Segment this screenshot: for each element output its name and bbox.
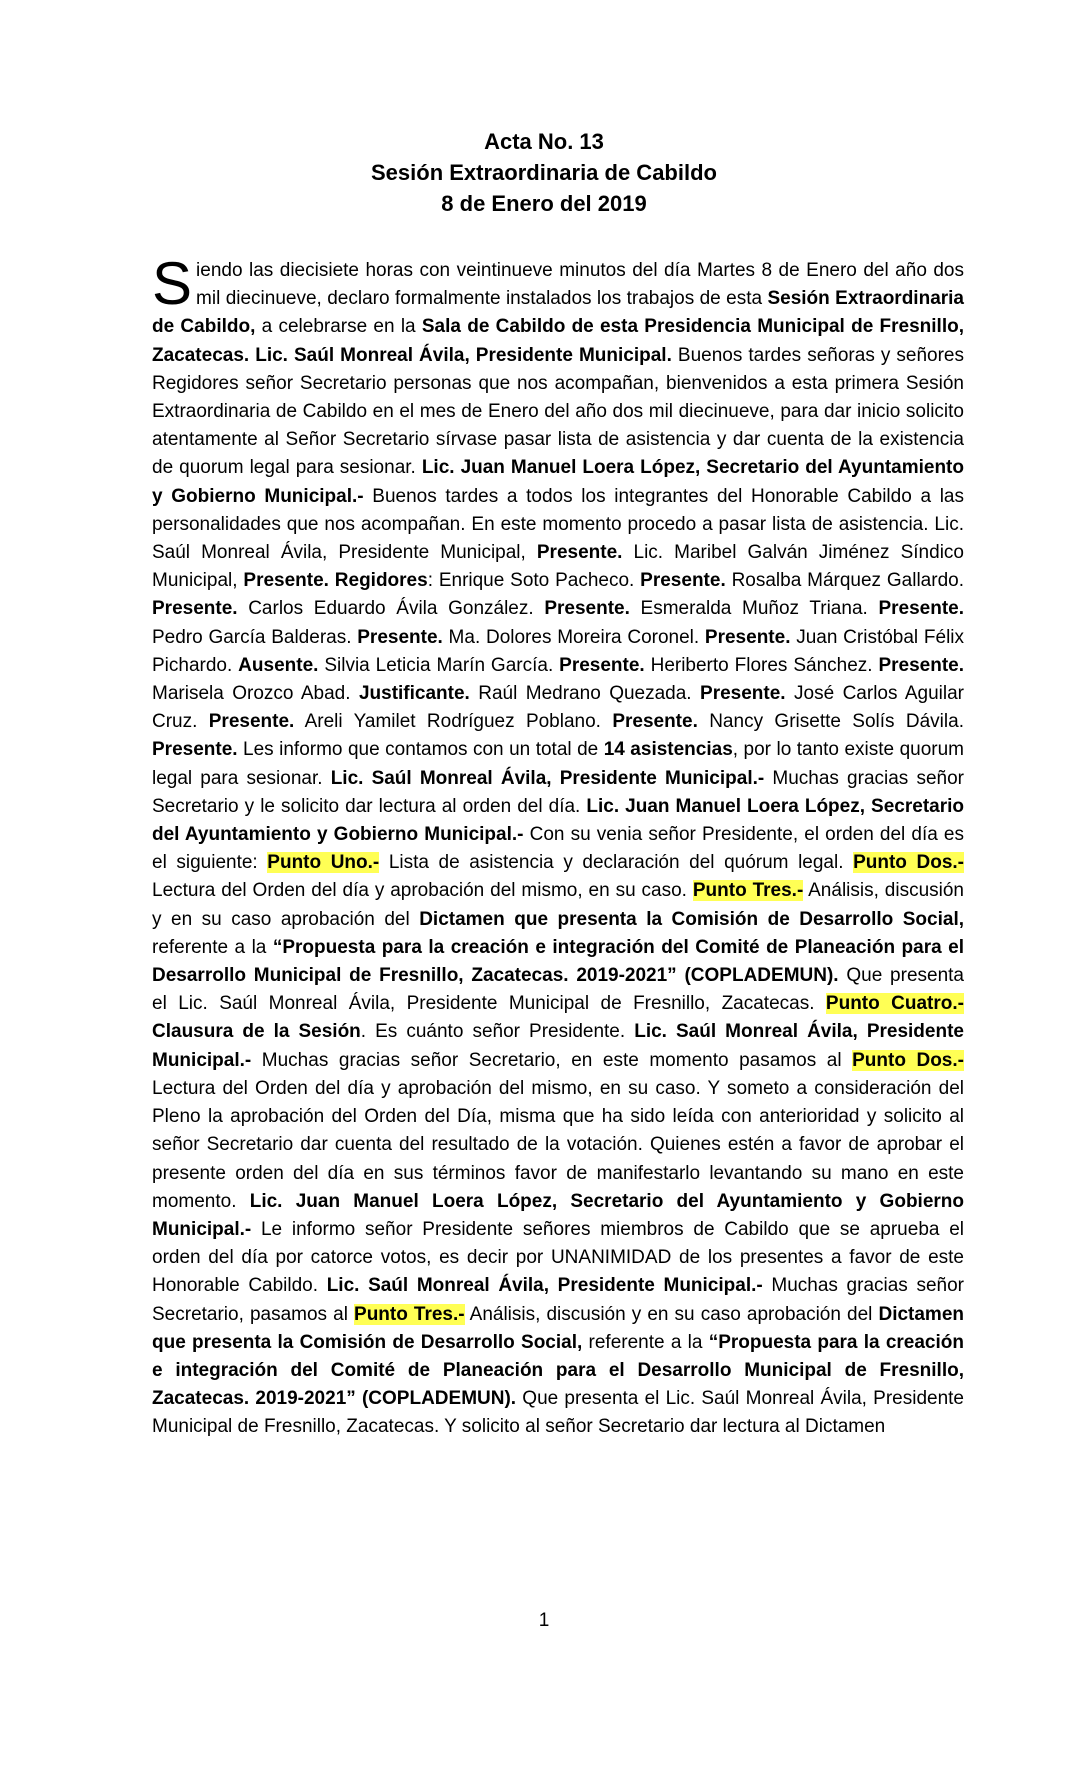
text-run: Areli Yamilet Rodríguez Poblano. [294,711,613,733]
text-run: Buenos tardes a todos los integrantes del Honorable Cabildo a las personalidades que nos acompañan. En este momento procedo a pasar lista de asistencia. Lic. Saúl Monreal Ávila, Presidente Municipal, [152,485,964,564]
session-type-title: Sesión Extraordinaria de Cabildo [371,160,717,185]
bold-text-run: Dictamen que presenta la Comisión de Desarrollo Social, [152,1303,964,1353]
text-run: Ma. Dolores Moreira Coronel. [442,626,705,648]
text-run: Heriberto Flores Sánchez. [644,654,879,676]
text-run: Rosalba Márquez Gallardo. [725,570,964,592]
bold-text-run: Lic. Juan Manuel Loera López, Secretario del Ayuntamiento y Gobierno Municipal.- [152,457,964,507]
bold-text-run: 14 asistencias [603,739,733,761]
text-run: Silvia Leticia Marín García. [318,654,560,676]
text-run: referente a la [152,936,273,958]
text-run: . Es cuánto señor Presidente. [360,1021,635,1043]
act-number-title: Acta No. 13 [484,129,604,154]
bold-text-run: Ausente. [238,654,319,676]
agenda-point-label: Punto Cuatro.- [825,993,964,1015]
bold-text-run: Presente. [878,598,964,620]
bold-text-run: Lic. Saúl Monreal Ávila, Presidente Municipal.- [152,1021,964,1071]
agenda-point-label: Punto Tres.- [692,880,804,902]
text-run: referente a la [582,1331,709,1353]
bold-text-run: Lic. Juan Manuel Loera López, Secretario del Ayuntamiento y Gobierno Municipal.- [152,795,964,846]
text-run: Que presenta el Lic. Saúl Monreal Ávila, Presidente Municipal de Fresnillo, Zacatecas. Y solicito al señor Secretario dar lectura al Dictamen [152,1388,964,1438]
page-number: 1 [538,1610,550,1631]
text-run: Lectura del Orden del día y aprobación del mismo, en su caso. [152,880,693,902]
bold-text-run: Presente. [640,570,726,592]
text-run: Muchas gracias señor Secretario y le solicito dar lectura al orden del día. [152,767,964,817]
bold-text-run: Lic. Saúl Monreal Ávila, Presidente Municipal.- [326,1275,763,1297]
bold-text-run: Presente. [612,711,698,733]
text-run: Le informo señor Presidente señores miembros de Cabildo que se aprueba el orden del día por catorce votos, es decir por UNANIMIDAD de los presentes a favor de este Honorable Cabildo. [152,1218,964,1297]
text-run: Con su venia señor Presidente, el orden del día es el siguiente: [152,824,965,874]
text-run: : Enrique Soto Pacheco. [427,570,641,592]
bold-text-run: Presente. [544,598,630,620]
text-run: Lic. Maribel Galván Jiménez Síndico Municipal, [152,542,964,592]
text-run: Muchas gracias señor Secretario, pasamos al [152,1275,964,1325]
bold-text-run: Dictamen que presenta la Comisión de Desarrollo Social, [419,908,964,930]
bold-text-run: Presente. [152,739,238,761]
text-run: Raúl Medrano Quezada. [469,683,701,705]
bold-text-run: Presente. [536,542,623,564]
bold-text-run: Clausura de la Sesión [152,1021,361,1043]
bold-text-run: Presente. [152,598,238,620]
text-run: Que presenta el Lic. Saúl Monreal Ávila, Presidente Municipal de Fresnillo, Zacatecas. [152,965,964,1015]
text-run: Lista de asistencia y declaración del quórum legal. [379,852,854,874]
bold-text-run: Presente. [704,626,791,648]
agenda-point-label: Punto Uno.- [267,852,380,874]
text-run: Pedro García Balderas. [152,626,358,648]
text-run: iendo las diecisiete horas con veintinueve minutos del día Martes 8 de Enero del año dos mil diecinueve, declaro formalmente instalados los trabajos de esta [196,260,964,310]
bold-text-run: Presente. [559,654,645,676]
text-run: Buenos tardes señoras y señores Regidores señor Secretario personas que nos acompañan, bienvenidos a esta primera Sesión Extraordinaria de Cabildo en el mes de Enero del año dos mil diecinueve, para dar inicio solicito atentamente al Señor Secretario sírvase pasar lista de asistencia y dar cuenta de la existencia de quorum legal para sesionar. [152,344,964,479]
bold-text-run: Sala de Cabildo de esta Presidencia Municipal de Fresnillo, Zacatecas. Lic. Saúl Monreal Ávila, Presidente Municipal. [152,316,964,366]
bold-text-run: “Propuesta para la creación e integración del Comité de Planeación para el Desarrollo Municipal de Fresnillo, Zacatecas. 2019-2021” (COPLADEMUN). [152,1331,964,1410]
bold-text-run: Lic. Saúl Monreal Ávila, Presidente Municipal.- [330,767,765,789]
text-run: Nancy Grisette Solís Dávila. [697,711,964,733]
bold-text-run: Lic. Juan Manuel Loera López, Secretario del Ayuntamiento y Gobierno Municipal.- [152,1190,965,1240]
text-run: Juan Cristóbal Félix Pichardo. [152,626,965,676]
agenda-point-label: Punto Dos.- [852,1049,964,1071]
bold-text-run: Presente. Regidores [243,570,428,592]
text-run: Lectura del Orden del día y aprobación del mismo, en su caso. Y someto a consideración del Pleno la aprobación del Orden del Día, misma que ha sido leída con anterioridad y solicito al señor Secretario dar cuenta del resultado de la votación. Quienes estén a favor de aprobar el presente orden del día en sus términos favor de manifestarlo levantando su mano en este momento. [152,1077,964,1212]
agenda-point-label: Punto Dos.- [853,852,964,874]
bold-text-run: Sesión Extraordinaria de Cabildo, [152,288,964,338]
text-run: Esmeralda Muñoz Triana. [629,598,879,620]
text-run: Marisela Orozco Abad. [152,683,359,705]
agenda-point-label: Punto Tres.- [354,1303,465,1325]
document-heading [0,126,1088,219]
bold-text-run: Presente. [878,654,964,676]
bold-text-run: Presente. [357,626,443,648]
bold-text-run: Justificante. [358,683,470,705]
bold-text-run: “Propuesta para la creación e integración del Comité de Planeación para el Desarrollo Municipal de Fresnillo, Zacatecas. 2019-2021” (COPLADEMUN). [152,936,964,987]
drop-cap-letter: S [152,250,193,317]
minutes-body-paragraph [152,250,965,1442]
text-run: , por lo tanto existe quorum legal para sesionar. [152,739,964,789]
text-run: Análisis, discusión y en su caso aprobación del [464,1303,879,1325]
session-date-title: 8 de Enero del 2019 [441,191,647,216]
text-run: Carlos Eduardo Ávila González. [237,598,545,620]
text-run: José Carlos Aguilar Cruz. [152,683,965,733]
text-run: Análisis, discusión y en su caso aprobación del [152,880,964,930]
bold-text-run: Presente. [700,683,786,705]
text-run: Les informo que contamos con un total de [237,739,604,761]
text-run: a celebrarse en la [255,316,422,338]
text-run: Muchas gracias señor Secretario, en este momento pasamos al [251,1049,853,1071]
bold-text-run: Presente. [208,711,295,733]
